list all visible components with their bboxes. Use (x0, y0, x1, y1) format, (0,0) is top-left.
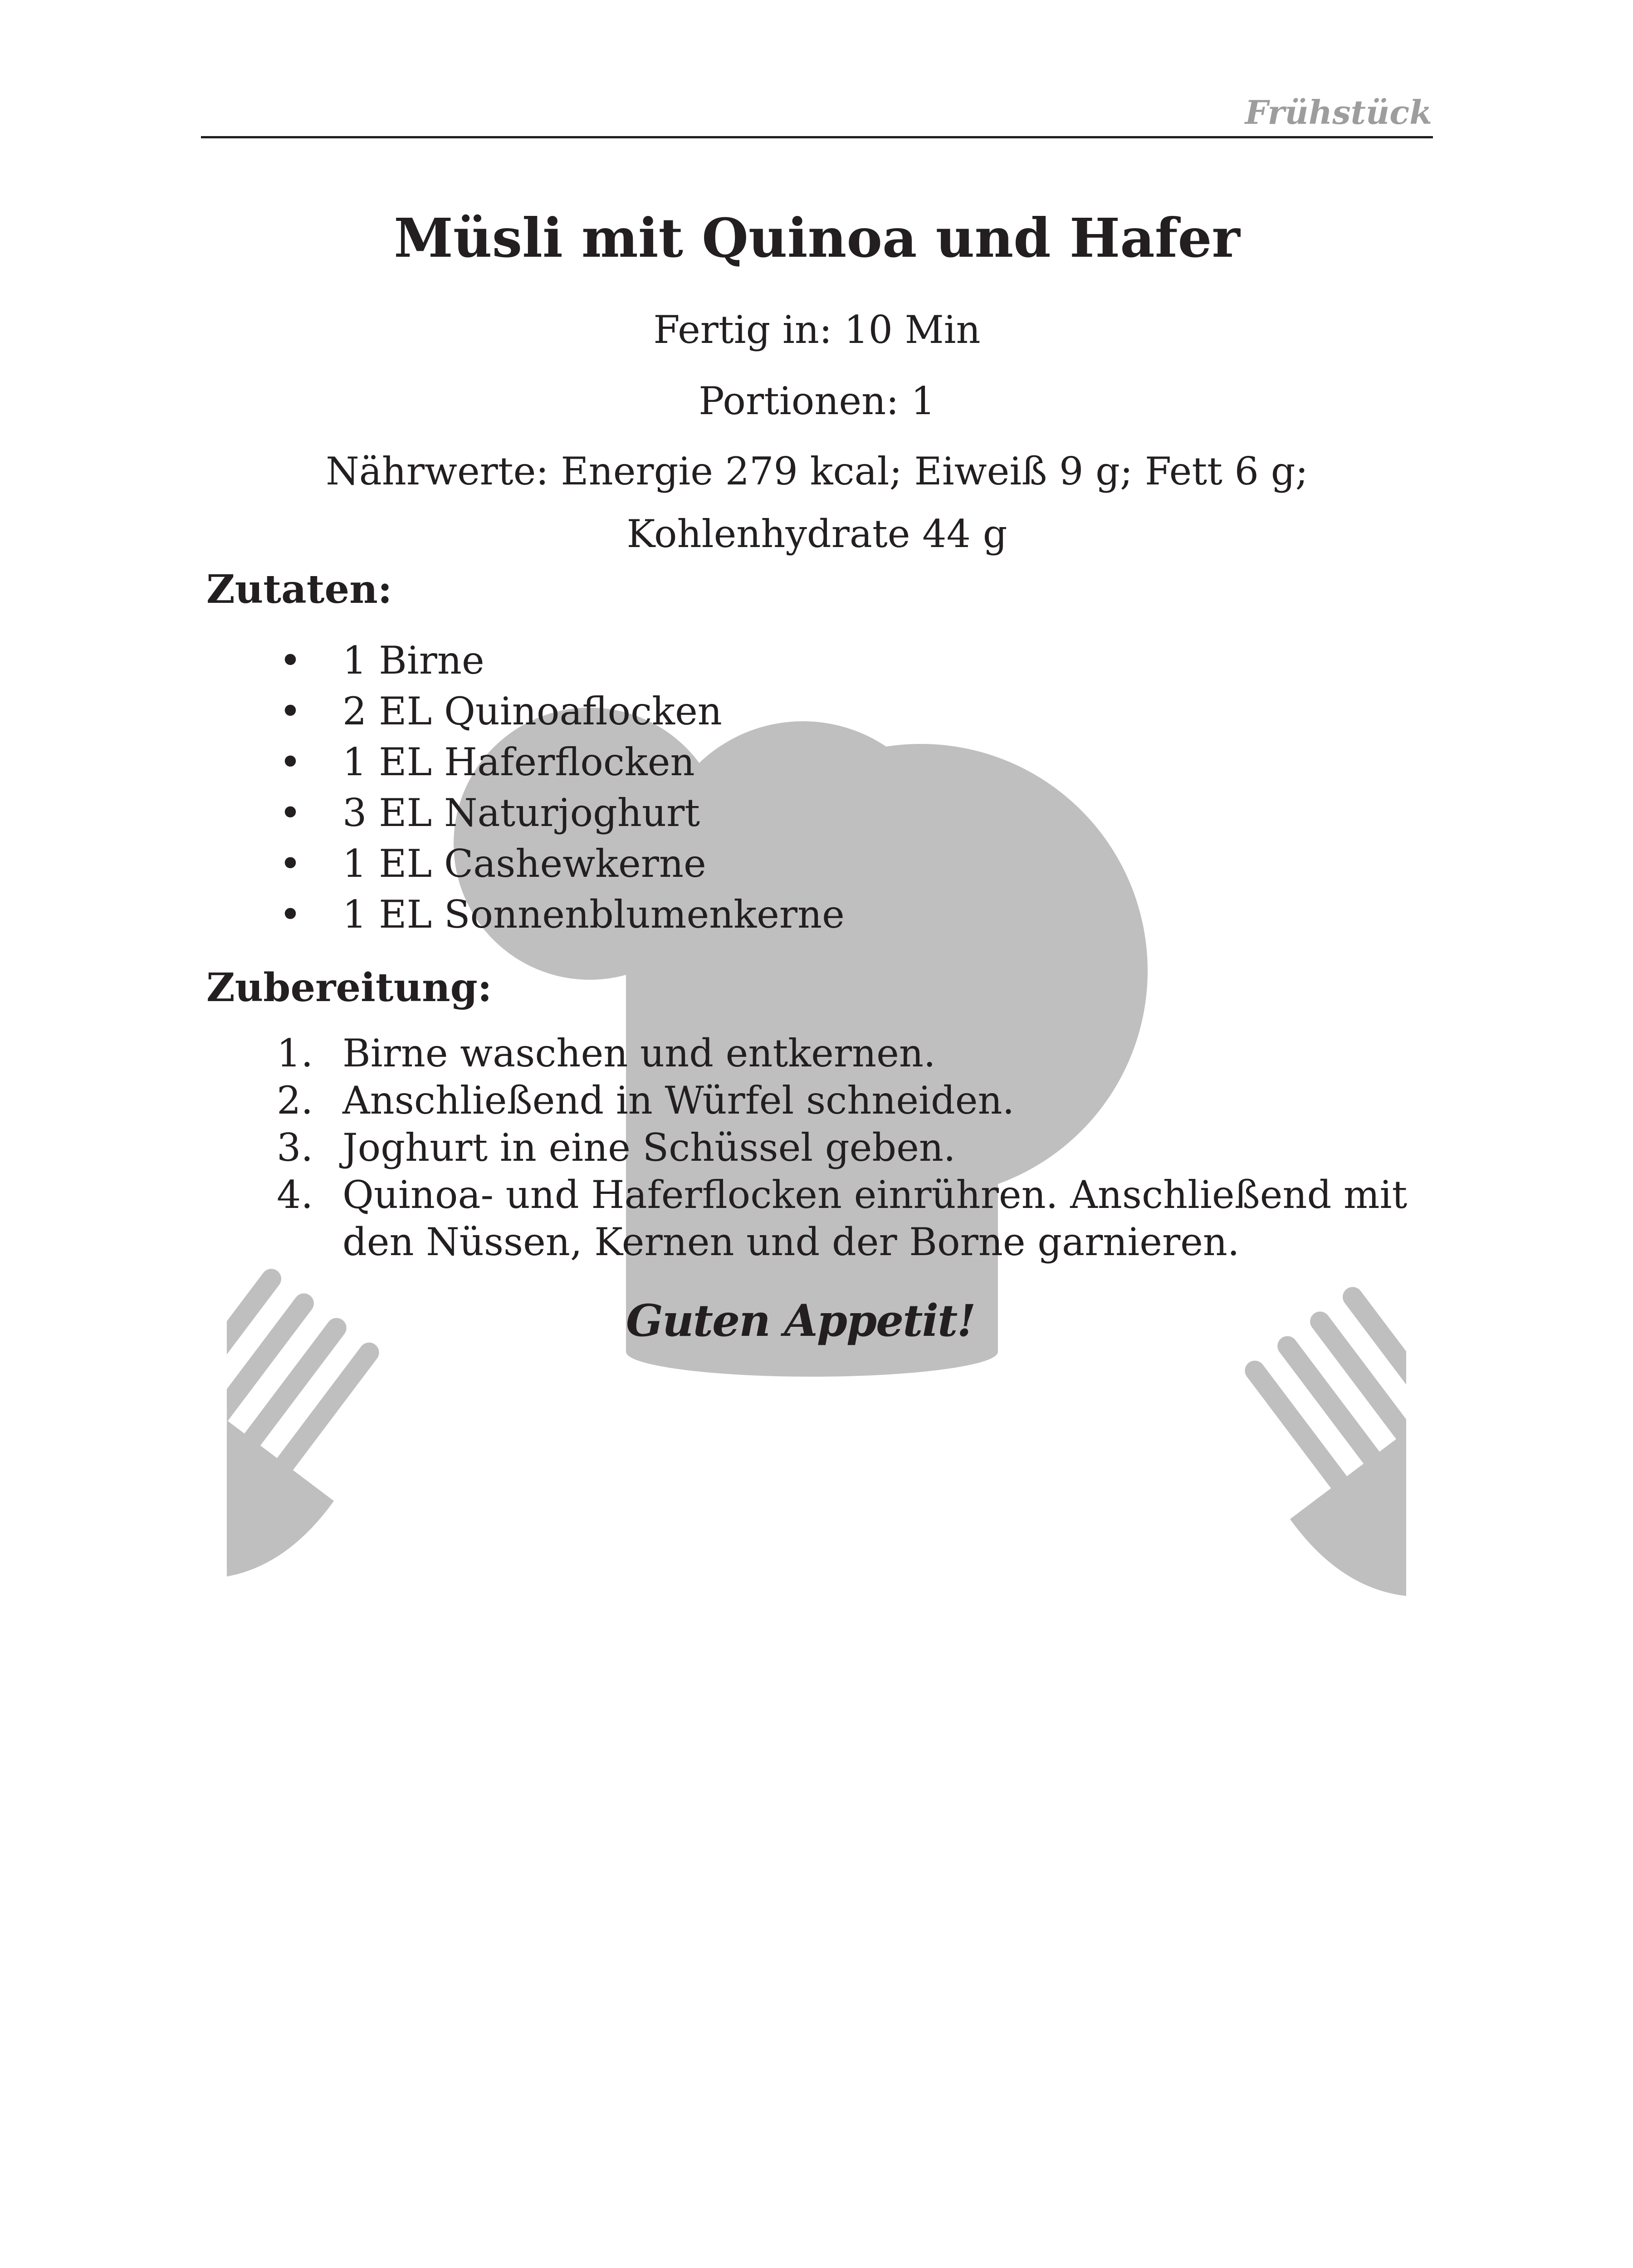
list-item (209, 1030, 1442, 1077)
ingredients-heading: Zutaten: (206, 567, 392, 612)
preparation-heading: Zubereitung: (206, 965, 492, 1011)
step-text: Quinoa- und Haferflocken einrühren. Anschließend mit den Nüssen, Kernen und der Borne garnieren. (342, 1173, 1408, 1264)
step-text: Joghurt in eine Schüssel geben. (342, 1125, 956, 1170)
list-item (209, 1171, 1442, 1266)
bullet: • (279, 791, 302, 835)
bullet: • (279, 892, 302, 937)
step-number: 3. (277, 1125, 313, 1170)
nutrition-line: Kohlenhydrate 44 g (626, 512, 1007, 556)
ingredient-text: 3 EL Naturjoghurt (342, 791, 700, 835)
step-number: 2. (277, 1078, 313, 1123)
list-item (209, 1077, 1442, 1124)
list-item (209, 787, 845, 838)
nutrition-line: Nährwerte: Energie 279 kcal; Eiweiß 9 g; Fett 6 g; (326, 449, 1308, 494)
closing-greeting: Guten Appetit! (626, 1295, 975, 1346)
ingredient-text: 1 Birne (342, 638, 484, 683)
ingredient-text: 1 EL Haferflocken (342, 740, 695, 784)
list-item (209, 838, 845, 889)
ingredients-list (209, 635, 845, 940)
header-rule (201, 136, 1433, 138)
preparation-steps (209, 1030, 1442, 1266)
list-item (209, 1124, 1442, 1171)
list-item (209, 737, 845, 787)
bullet: • (279, 740, 302, 784)
list-item (209, 686, 845, 737)
ready-time: Fertig in: 10 Min (653, 308, 981, 352)
recipe-title: Müsli mit Quinoa und Hafer (394, 206, 1240, 269)
step-number: 1. (277, 1031, 313, 1075)
list-item (209, 889, 845, 940)
step-number: 4. (277, 1173, 313, 1217)
ingredient-text: 1 EL Sonnenblumenkerne (342, 892, 845, 937)
bullet: • (279, 689, 302, 733)
ingredient-text: 2 EL Quinoaflocken (342, 689, 722, 733)
list-item (209, 635, 845, 686)
step-text: Birne waschen und entkernen. (342, 1031, 936, 1075)
portions: Portionen: 1 (699, 379, 935, 423)
bullet: • (279, 841, 302, 886)
bullet: • (279, 638, 302, 683)
running-head: Frühstück (1245, 93, 1432, 132)
ingredient-text: 1 EL Cashewkerne (342, 841, 706, 886)
nutrition-info (201, 440, 1433, 565)
step-text: Anschließend in Würfel schneiden. (342, 1078, 1015, 1123)
